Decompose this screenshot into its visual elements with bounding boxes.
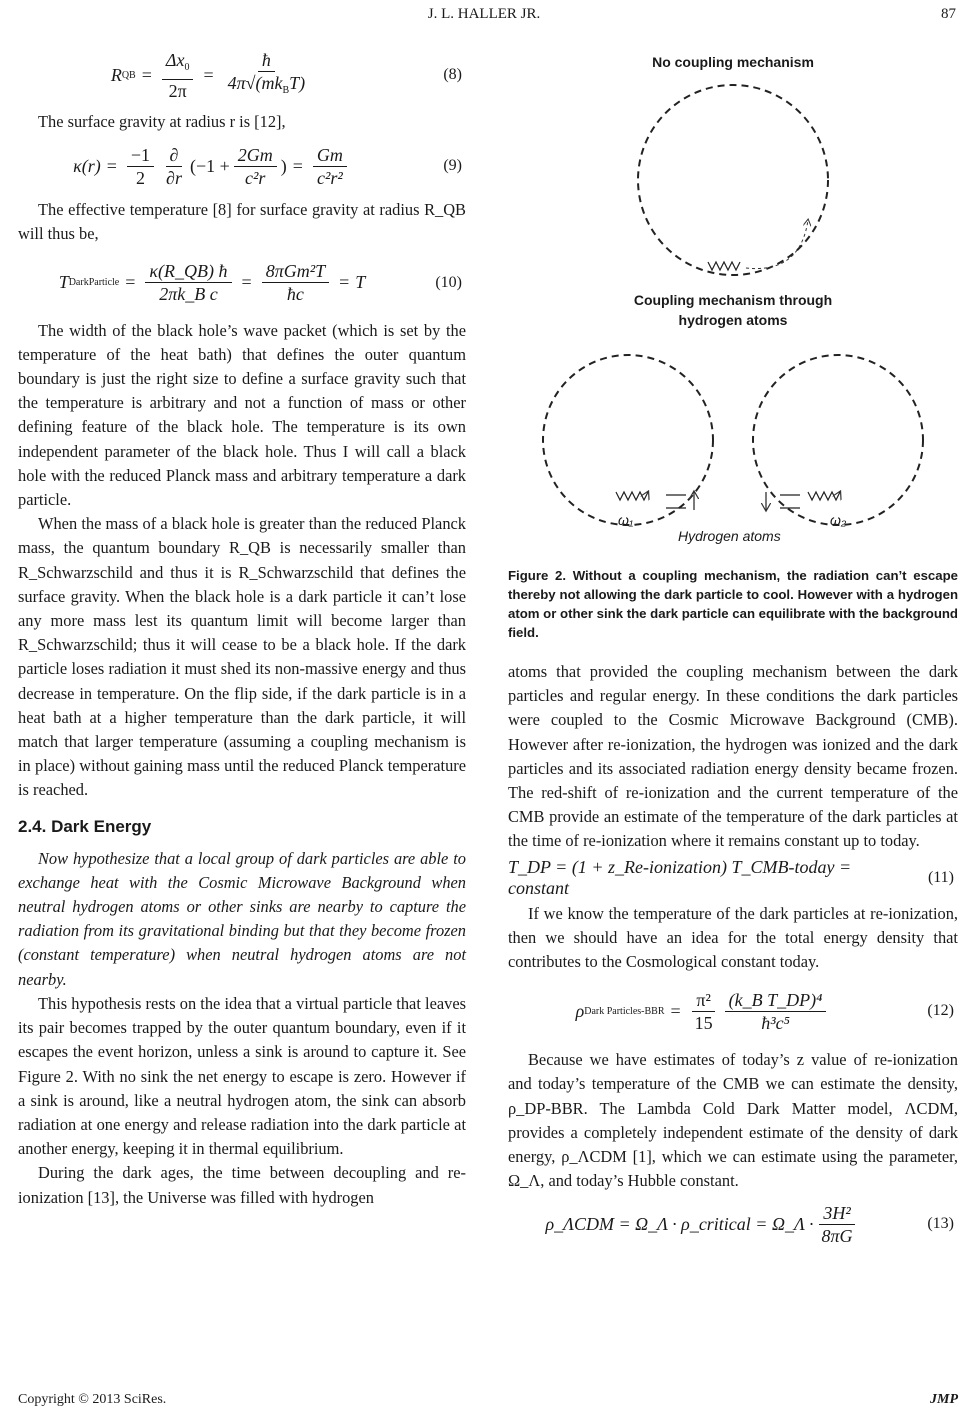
eq13-number: (13) [927,1215,954,1233]
wave-omega1 [616,492,648,500]
equation-9: κ(r) = $\frac{-1}{2}$ $\frac{\partial}{\partial r}$ (−1 + $\frac{2Gm}{\text{c²r}}$ ) = $\frac{Gm}{\text{c²r²}}$ (9) [73,144,462,188]
label-hydrogen: Hydrogen atoms [678,528,781,544]
paragraph-virtual-particle: This hypothesis rests on the idea that a virtual particle that leaves its pair becomes trapped by the outer quantum boundary, even if it escapes the event horizon, unless a sink is around to capture it. See Figure 2. With no sink the net energy to escape is zero. However if a sink is around, like a neutral hydrogen atom, the sink can absorb radiation at one energy and release radiation into the dark particle at another energy, keeping it in thermal equilibrium. [18,993,466,1159]
figure-caption: Figure 2. Without a coupling mechanism, the radiation can’t escape thereby not allowing the dark particle to cool. However with a hydrogen atom or other sink the dark particle can equilibrate with the background field. [508,568,958,640]
label-omega2: ω₂ [830,512,847,528]
page-header [0,6,968,26]
wave-omega2 [808,492,840,500]
paragraph-coupling-cmb: atoms that provided the coupling mechanism between the dark particles and regular energy. In these conditions the dark particles were coupled to the Cosmic Microwave Background (CMB). However after re-ionization, the hydrogen was ionized and the dark particles and its associated radiation energy density became frozen. The red-shift of re-ionization and the current temperature of the CMB provide an estimate of the temperature of the dark particles at the time of re-ionization where it remains constant up to today. [508,662,958,851]
label-omega1: ω₁ [618,512,634,528]
label-no-coupling: No coupling mechanism [652,54,814,70]
eq10-number: (10) [435,273,462,291]
eq12-number: (12) [927,1002,954,1020]
label-coupling: Coupling mechanism through hydrogen atoms [633,292,833,328]
hydrogen-atom-right [766,492,800,510]
eq8-lhs: R [110,64,122,85]
equation-8: R QB = $\frac{\Delta x_0}{2\pi}$ = $\frac{ħ}{4\pi√(mk_BT)}$ (8) [110,49,462,101]
section-heading: 2.4. Dark Energy [18,816,152,836]
equation-11: T_DP = (1 + z_Re-ionization) T_CMB-today = constant (11) [508,856,954,898]
eq11-number: (11) [927,868,954,886]
eq8-lhs-sub: QB [121,69,136,81]
figure-2 [508,40,958,560]
paragraph-wave-packet: The width of the black hole’s wave packet (which is set by the temperature of the heat bath) that defines the outer quantum boundary is just the right size to define a surface gravity such that the temperature is arbitrary and not a function of mass or other defining feature of the black hole. The temperature is its own independent parameter of the black hole. Thus I will call a black hole with the reduced Planck mass and arbitrary temperature a dark particle. [18,320,466,510]
dark-particle-2 [753,355,923,525]
right-column [508,40,958,1255]
uncoupled-wave [708,262,740,270]
equation-12: ρ Dark Particles-BBR = $\frac{\text{π²}}{15}$ $\frac{\text{(k\_B T\_DP)⁴}}{\text{ħ³c⁵}}$ (12) [575,989,954,1033]
page-number: 87 [941,6,956,22]
eq8-frac1: $\frac{\Delta x_0}{2\pi}$ [162,49,194,102]
paragraph-surface-gravity: The surface gravity at radius r is [12], [38,112,286,131]
equation-10: T DarkParticle = $\frac{\kappa(R\_QB) ħ}{\text{2πk\_B c}}$ = $\frac{\text{8πGm²T}}{ħc}$ = T (10) [58,261,462,305]
equation-13: ρ_ΛCDM = Ω_Λ · ρ_critical = Ω_Λ · $\frac{\text{3H²}}{8\pi G}$ (13) [545,1202,954,1246]
journal-abbrev: JMP [930,1392,958,1407]
uncoupled-return-arrow [746,220,808,269]
paragraph-reduced-planck: When the mass of a black hole is greater than the reduced Planck mass, the quantum boundary R_QB is necessarily smaller than R_Schwarzschild and thus it is R_Schwarzschild that defines the surface gravity. When the black hole is a dark particle it can’t lose any more mass lest its quantum limit will become larger than R_Schwarzschild; thus it will cease to be a black hole. If the dark particle loses radiation it must shed its non-massive energy and thus decrease in temperature. On the flip side, if the dark particle is in a heat bath at a higher temperature than the dark particle, it will match that larger temperature (assuming a coupling mechanism is in place) without gaining mass until the reduced Planck temperature is reached. [18,514,466,800]
paragraph-lambda-cdm: Because we have estimates of today’s z value of re-ionization and today’s temperature of the CMB we can estimate the density, ρ_DP-BBR. The Lambda Cold Dark Matter model, ΛCDM, provides a completely independent estimate of the density of dark energy, ρ_ΛCDM [1], which we can estimate using the parameter, Ω_Λ, and today’s Hubble constant. [508,1050,958,1191]
eq8-number: (8) [443,66,462,83]
paragraph-dark-ages: During the dark ages, the time between decoupling and re-ionization [13], the Universe was filled with hydrogen [18,1163,466,1207]
paragraph-hypothesis: Now hypothesize that a local group of dark particles are able to exchange heat with the Cosmic Microwave Background when neutral hydrogen atoms or other sinks are nearby to capture the radiation from its gravitational binding but that they become frozen (constant temperature) when neutral hydrogen atoms are not nearby. [18,848,466,989]
paragraph-energy-density: If we know the temperature of the dark particles at re-ionization, then we should have an idea for the total energy density that contributes to the Cosmological constant today. [508,903,958,972]
copyright: Copyright © 2013 SciRes. [18,1392,167,1407]
running-title: J. L. HALLER JR. [427,6,541,22]
paragraph-effective-temperature: The effective temperature [8] for surface gravity at radius R_QB will thus be, [18,200,466,244]
page-footer [18,1392,958,1408]
eq9-number: (9) [443,157,462,175]
eq8-frac2: $\frac{ħ}{4\pi√(mk_BT)}$ [227,49,306,96]
left-column [18,40,466,1210]
